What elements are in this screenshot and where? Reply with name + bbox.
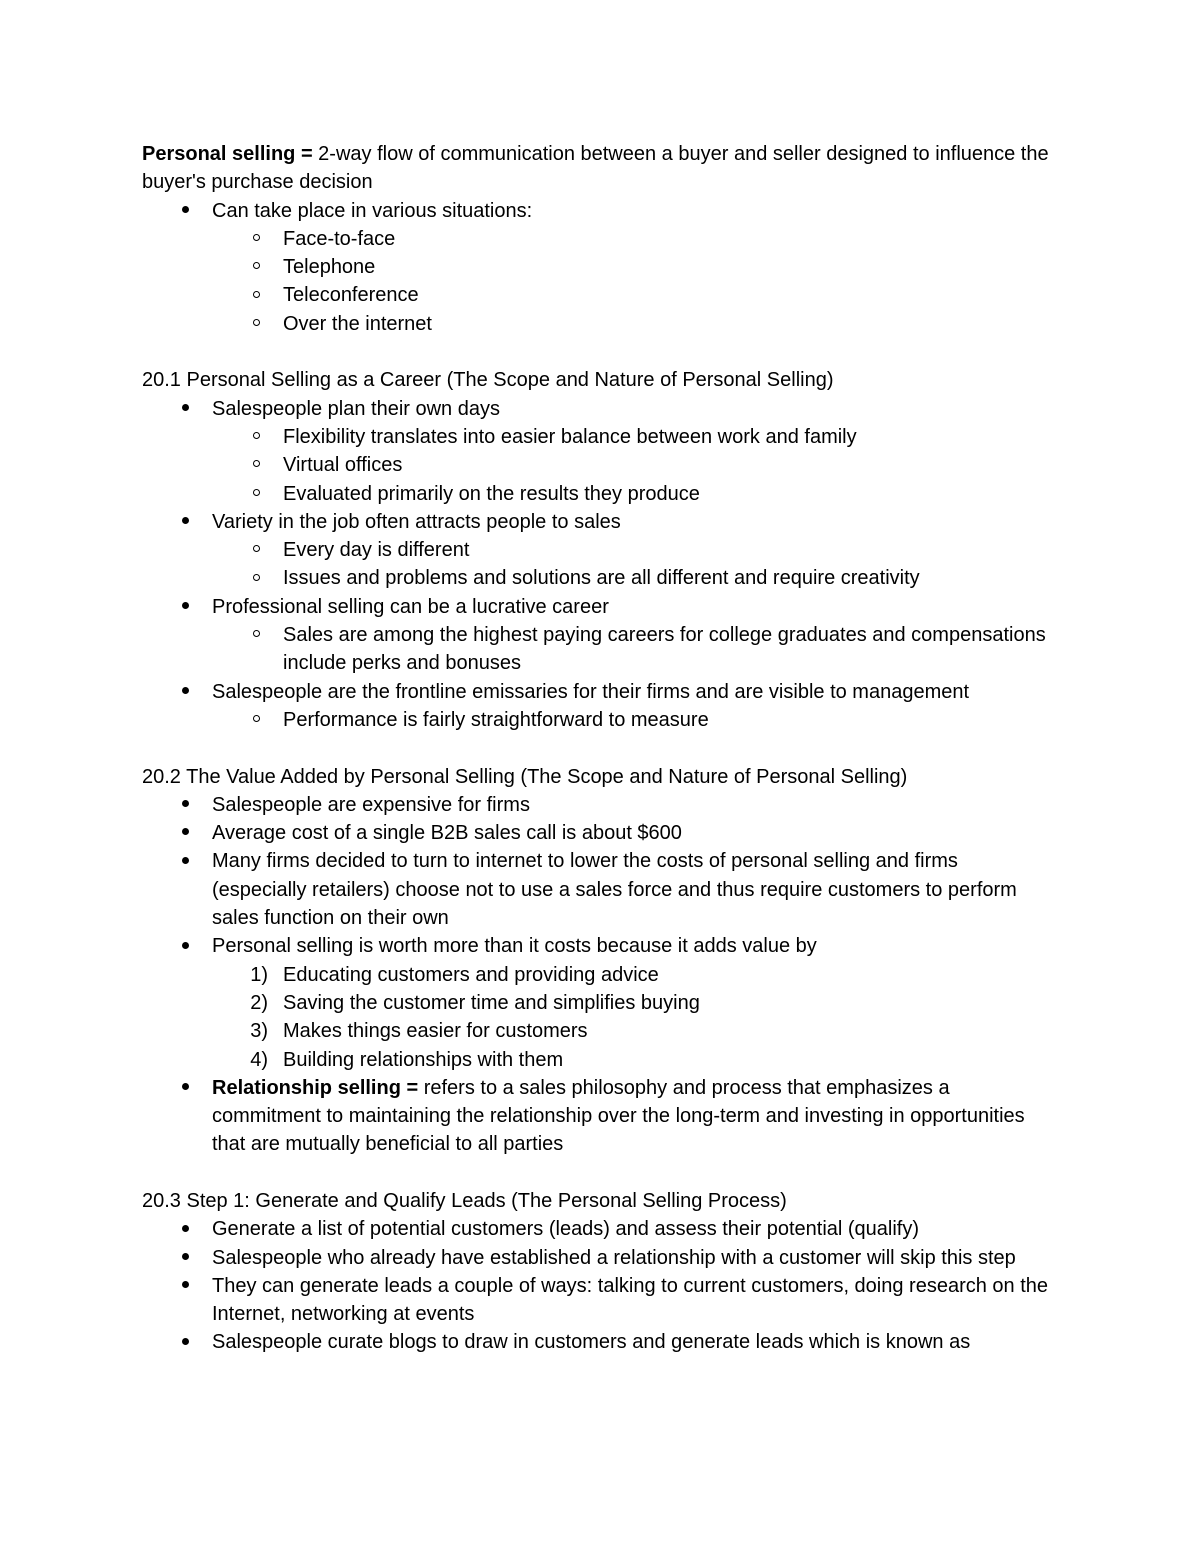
numbered-item-text: Saving the customer time and simplifies buying (283, 991, 700, 1014)
sub-list-item-text: Telephone (283, 256, 376, 279)
bullet-circle-icon (241, 310, 271, 338)
list-item-text: Many firms decided to turn to internet to lower the costs of personal selling and firms (especially retailers) choose not to use a sales force and thus require customers to perform sales function on their own (212, 850, 1017, 930)
list-item (142, 791, 1052, 819)
bullet-circle-icon (241, 536, 271, 564)
list-item (142, 1244, 1052, 1272)
spacer (142, 1159, 1052, 1187)
numbered-item-text: Makes things easier for customers (283, 1020, 588, 1043)
bullet-dot-icon (170, 1074, 200, 1102)
bullet-circle-icon (241, 281, 271, 309)
section-heading-20-2: 20.2 The Value Added by Personal Selling (The Scope and Nature of Personal Selling) (142, 765, 908, 788)
list-item-text (212, 1077, 1025, 1156)
list-item-text: Salespeople curate blogs to draw in customers and generate leads which is known as (212, 1331, 971, 1354)
sub-list-item-text: Performance is fairly straightforward to measure (283, 708, 709, 731)
numbered-item (142, 961, 1052, 989)
personal-selling-definition (142, 140, 1052, 197)
spacer (142, 734, 1052, 762)
section-heading-20-3: 20.3 Step 1: Generate and Qualify Leads (The Personal Selling Process) (142, 1189, 787, 1212)
definition-term: Personal selling = (142, 143, 313, 165)
definition-text: 2-way flow of communication between a buyer and seller designed to influence the buyer's purchase decision (142, 143, 1049, 194)
list-item (142, 1074, 1052, 1159)
bullet-circle-icon (241, 225, 271, 253)
bullet-circle-icon (241, 451, 271, 479)
sub-list-item-text: Evaluated primarily on the results they produce (283, 482, 700, 505)
bullet-dot-icon (170, 395, 200, 423)
list-item-text: Salespeople who already have established a relationship with a customer will skip this step (212, 1246, 1016, 1269)
list-item (142, 508, 1052, 536)
item-number: 3) (250, 1020, 268, 1043)
sub-list-item-text: Virtual offices (283, 454, 403, 477)
section-heading-20-1: 20.1 Personal Selling as a Career (The Scope and Nature of Personal Selling) (142, 369, 834, 392)
sub-list-item (142, 451, 1052, 479)
sub-list-item-text: Flexibility translates into easier balance between work and family (283, 425, 857, 448)
bullet-circle-icon (241, 621, 271, 649)
sub-list-item (142, 423, 1052, 451)
list-item-text: Generate a list of potential customers (leads) and assess their potential (qualify) (212, 1218, 920, 1241)
bullet-dot-icon (170, 1244, 200, 1272)
bullet-circle-icon (241, 706, 271, 734)
sub-list-item-text: Over the internet (283, 312, 432, 335)
bullet-circle-icon (241, 480, 271, 508)
bullet-dot-icon (170, 791, 200, 819)
list-item (142, 1328, 1052, 1356)
list-item (142, 593, 1052, 621)
bullet-circle-icon (241, 564, 271, 592)
item-number: 1) (250, 963, 268, 986)
numbered-item (142, 989, 1052, 1017)
sub-list-item (142, 706, 1052, 734)
bullet-circle-icon (241, 253, 271, 281)
numbered-item (142, 1017, 1052, 1045)
sub-list-item-text: Teleconference (283, 284, 419, 307)
bullet-dot-icon (170, 932, 200, 960)
sub-list-item (142, 536, 1052, 564)
sub-list-item-text: Face-to-face (283, 227, 396, 250)
list-item (142, 197, 1052, 225)
sub-list-item (142, 281, 1052, 309)
list-item (142, 395, 1052, 423)
relationship-selling-definition: refers to a sales philosophy and process that emphasizes a commitment to maintaining the relationship over the long-term and investing in opportunities that are mutually beneficial to all parties (212, 1076, 1025, 1156)
bullet-dot-icon (170, 508, 200, 536)
list-item (142, 932, 1052, 960)
list-item-text: Salespeople are expensive for firms (212, 793, 530, 816)
sub-list-item-text: Every day is different (283, 539, 470, 562)
list-item-text: Can take place in various situations: (212, 199, 533, 222)
sub-list-item (142, 564, 1052, 592)
bullet-dot-icon (170, 197, 200, 225)
sub-list-item (142, 310, 1052, 338)
sub-list-item (142, 480, 1052, 508)
list-item (142, 1272, 1052, 1329)
bullet-dot-icon (170, 678, 200, 706)
sub-list-item-text: Sales are among the highest paying careers for college graduates and compensations include perks and bonuses (283, 624, 1046, 675)
sub-list-item (142, 621, 1052, 678)
numbered-item-text: Educating customers and providing advice (283, 963, 659, 986)
bullet-dot-icon (170, 1215, 200, 1243)
bullet-dot-icon (170, 1328, 200, 1356)
sub-list-item-text: Issues and problems and solutions are all different and require creativity (283, 567, 920, 590)
numbered-item (142, 1046, 1052, 1074)
sub-list-item (142, 253, 1052, 281)
bullet-dot-icon (170, 847, 200, 875)
list-item (142, 847, 1052, 932)
list-item (142, 1215, 1052, 1243)
list-item-text: Personal selling is worth more than it costs because it adds value by (212, 935, 817, 958)
relationship-selling-term: Relationship selling = (212, 1076, 419, 1099)
item-number: 4) (250, 1048, 268, 1071)
document-body (142, 140, 1052, 1357)
spacer (142, 338, 1052, 366)
bullet-dot-icon (170, 819, 200, 847)
bullet-dot-icon (170, 1272, 200, 1300)
list-item-text: Variety in the job often attracts people to sales (212, 510, 621, 533)
item-number: 2) (250, 991, 268, 1014)
numbered-item-text: Building relationships with them (283, 1048, 564, 1071)
list-item-text: Salespeople are the frontline emissaries for their firms and are visible to management (212, 680, 970, 703)
bullet-dot-icon (170, 593, 200, 621)
list-item (142, 678, 1052, 706)
list-item-text: Professional selling can be a lucrative career (212, 595, 609, 618)
bullet-circle-icon (241, 423, 271, 451)
list-item (142, 819, 1052, 847)
list-item-text: They can generate leads a couple of ways: talking to current customers, doing research on the Internet, networking at events (212, 1274, 1049, 1326)
list-item-text: Salespeople plan their own days (212, 397, 500, 420)
sub-list-item (142, 225, 1052, 253)
list-item-text: Average cost of a single B2B sales call is about $600 (212, 822, 682, 845)
